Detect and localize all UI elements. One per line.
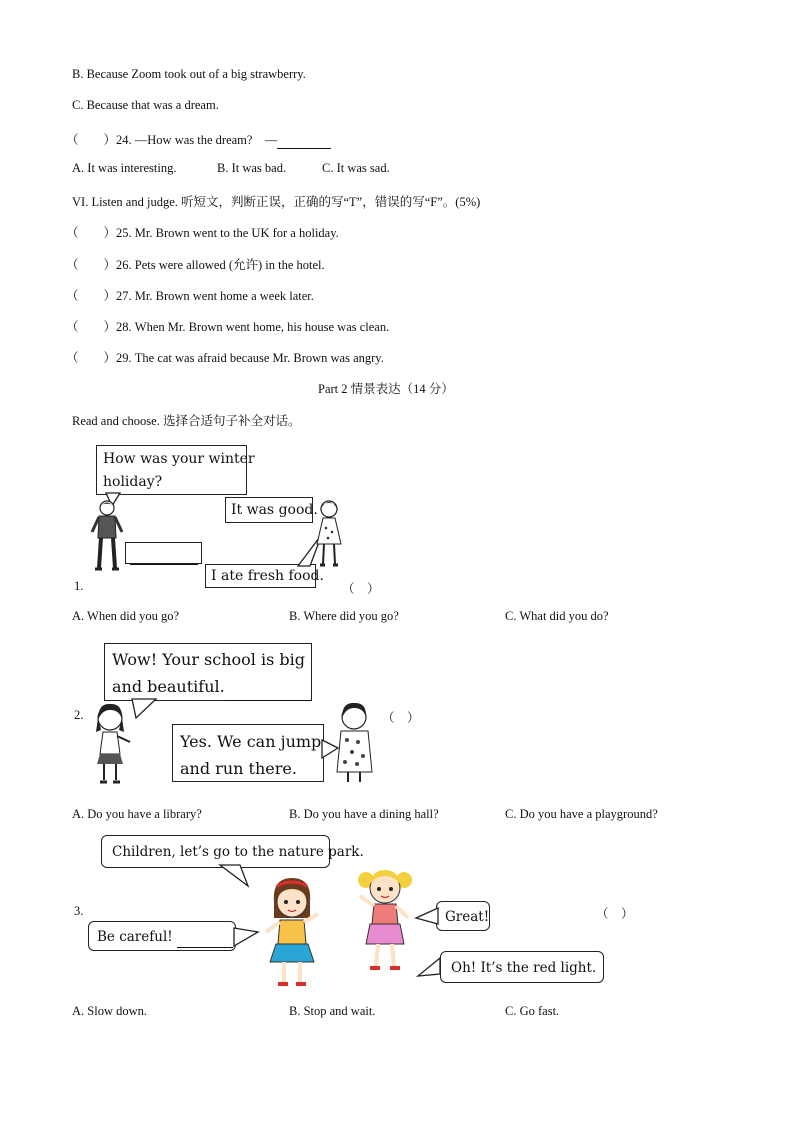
answer-blank[interactable] [130,549,198,565]
speech-bubble-blank [125,542,202,564]
speech-bubble-school [104,643,312,701]
q2-option-a: A. Do you have a library? [72,807,202,821]
speech-bubble-question [96,445,255,495]
girl-illustration [90,702,136,786]
speech-bubble-park [101,835,364,868]
speech-bubble-reply [172,724,324,782]
q2-option-c: C. Do you have a playground? [505,807,658,821]
answer-paren[interactable]: （ ） [596,907,634,921]
answer-paren[interactable]: （ ） [66,289,117,303]
q3-option-c: C. Go fast. [505,1004,560,1018]
bubble-line: holiday? [103,474,163,490]
q1-option-b: B. Where did you go? [289,609,399,623]
q3-option-b: B. Stop and wait. [289,1004,376,1018]
section-6-title: VI. Listen and judge. 听短文，判断正误，正确的写“T”，错误的写“F”。(5%) [72,195,481,209]
question-number: 2. [74,708,84,722]
answer-blank[interactable] [225,673,311,701]
judge-text: 26. Pets were allowed (允许) in the hotel. [116,258,325,272]
girl-illustration [311,498,347,572]
answer-paren[interactable]: （ ） [382,711,420,725]
q1-option-a: A. When did you go? [72,609,180,623]
q3-option-a: A. Slow down. [72,1004,148,1018]
question-number: 3. [74,904,84,918]
judge-item [66,255,325,273]
question-24 [66,130,331,149]
bubble-line: It was good. [231,502,318,518]
judge-item [66,348,384,366]
answer-paren[interactable]: （ ） [66,226,117,240]
part-2-instruction: Read and choose. 选择合适句子补全对话。 [72,414,301,428]
option-c-line: C. Because that was a dream. [72,98,219,112]
bubble-line: Wow! Your school is big [112,650,306,669]
judge-text: 25. Mr. Brown went to the UK for a holiday. [116,226,339,240]
question-text: 24. —How was the dream? — [116,133,278,147]
judge-text: 28. When Mr. Brown went home, his house was clean. [116,320,390,334]
judge-item [66,223,339,241]
q2-option-b: B. Do you have a dining hall? [289,807,439,821]
girl-illustration [260,874,326,994]
boy-illustration [89,498,125,572]
bubble-line: Yes. We can jump [180,732,322,751]
speech-bubble-careful [88,921,236,951]
bubble-line: and beautiful. [112,677,225,696]
bubble-line: and run there. [180,759,297,778]
speech-bubble-great [436,901,490,931]
judge-item [66,286,314,304]
option-b-line: B. Because Zoom took out of a big strawberry. [72,67,306,81]
judge-text: 29. The cat was afraid because Mr. Brown was angry. [116,351,384,365]
speech-bubble-good [225,497,318,523]
girl-illustration [332,700,380,786]
judge-text: 27. Mr. Brown went home a week later. [116,289,314,303]
girl-illustration [352,862,418,980]
q24-option-b: B. It was bad. [217,161,287,175]
answer-paren[interactable]: （ ） [66,351,117,365]
bubble-line: Great! [445,909,490,925]
q24-option-c: C. It was sad. [322,161,390,175]
answer-paren[interactable]: （ ） [342,582,380,596]
answer-paren[interactable]: （ ） [66,133,117,147]
answer-blank[interactable] [177,927,233,948]
answer-paren[interactable]: （ ） [66,320,117,334]
bubble-line: How was your winter [103,451,255,467]
speech-bubble-red-light [440,951,604,983]
bubble-tail [214,866,254,890]
bubble-line: I ate fresh food. [211,568,324,584]
q24-option-a: A. It was interesting. [72,161,177,175]
bubble-tail [416,950,442,982]
question-number: 1. [74,579,84,593]
bubble-line: Oh! It’s the red light. [451,960,597,976]
bubble-line: Be careful! [97,929,177,945]
part-2-title: Part 2 情景表达（14 分） [318,382,454,396]
answer-paren[interactable]: （ ） [66,258,117,272]
bubble-line: Children, let’s go to the nature park. [112,844,364,860]
answer-blank[interactable] [277,133,331,149]
q1-option-c: C. What did you do? [505,609,609,623]
judge-item [66,317,389,335]
